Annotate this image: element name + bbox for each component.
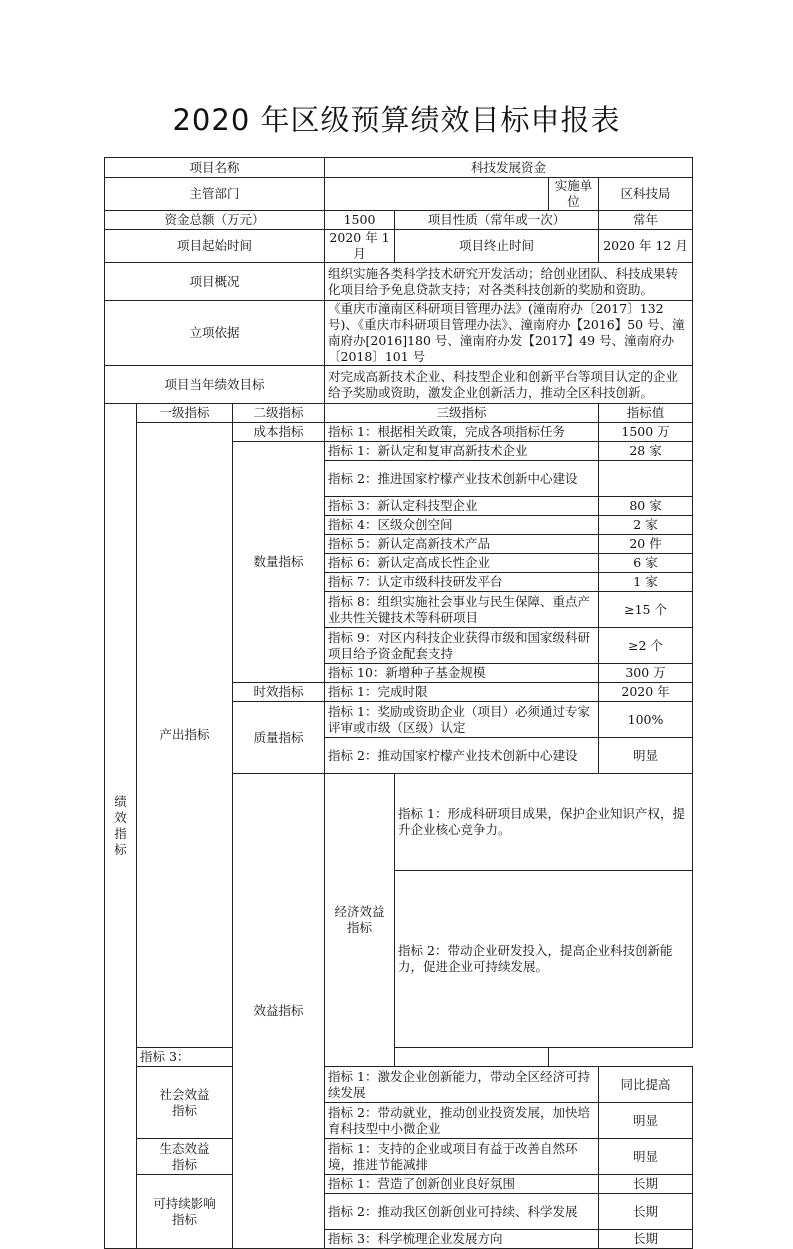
quantity-row-9-text: 指标 9：对区内科技企业获得市级和国家级科研项目给予资金配套支持 [325, 628, 599, 664]
quantity-row-9-value: ≥2 个 [599, 628, 693, 664]
sustain-row-1-text: 指标 1：营造了创新创业良好氛围 [325, 1175, 599, 1194]
quality-row-1-text: 指标 1：奖励或资助企业（项目）必须通过专家评审或市级（区级）认定 [325, 702, 599, 738]
page-title: 2020 年区级预算绩效目标申报表 [172, 103, 621, 137]
economic-indicator-label: 经济效益 指标 [325, 774, 395, 1067]
overview-label: 项目概况 [105, 263, 325, 301]
ecological-indicator-label: 生态效益 指标 [137, 1139, 233, 1175]
social-row-2-value: 明显 [599, 1103, 693, 1139]
start-value: 2020 年 1 月 [325, 230, 395, 263]
start-label: 项目起始时间 [105, 230, 325, 263]
time-indicator-label: 时效指标 [233, 683, 325, 702]
col-value-header: 指标值 [599, 404, 693, 423]
quantity-row-3-text: 指标 3：新认定科技型企业 [325, 497, 599, 516]
output-indicator-label: 产出指标 [137, 423, 233, 1048]
fund-value: 1500 [325, 211, 395, 230]
quantity-row-8-value: ≥15 个 [599, 592, 693, 628]
quantity-indicator-label: 数量指标 [233, 442, 325, 683]
quantity-row-6-value: 6 家 [599, 554, 693, 573]
project-name-label: 项目名称 [105, 158, 325, 178]
economic-row-3-text: 指标 3： [137, 1048, 395, 1067]
quality-row-1-value: 100% [599, 702, 693, 738]
quantity-row-10-text: 指标 10：新增种子基金规模 [325, 664, 599, 683]
fund-label: 资金总额（万元） [105, 211, 325, 230]
quantity-row-7-text: 指标 7：认定市级科技研发平台 [325, 573, 599, 592]
time-row-1-text: 指标 1：完成时限 [325, 683, 599, 702]
ecological-row-1-text: 指标 1：支持的企业或项目有益于改善自然环境，推进节能减排 [325, 1139, 599, 1175]
quantity-row-2-text: 指标 2：推进国家柠檬产业技术创新中心建设 [325, 461, 599, 497]
quantity-row-7-value: 1 家 [599, 573, 693, 592]
cost-row-1-text: 指标 1：根据相关政策，完成各项指标任务 [325, 423, 599, 442]
quantity-row-4-text: 指标 4：区级众创空间 [325, 516, 599, 535]
sustain-row-1-value: 长期 [599, 1175, 693, 1194]
basis-value: 《重庆市潼南区科研项目管理办法》(潼南府办〔2017〕132 号)、《重庆市科研项目管理办法》、潼南府办【2016】50 号、潼南府办[2016]180 号、潼南府办发【2017】49 号、潼南府办〔2018〕101 号 [325, 301, 693, 366]
col-level1-header: 一级指标 [137, 404, 233, 423]
social-indicator-label: 社会效益 指标 [137, 1067, 233, 1139]
quantity-row-4-value: 2 家 [599, 516, 693, 535]
sustain-row-2-text: 指标 2：推动我区创新创业可持续、科学发展 [325, 1194, 599, 1230]
time-row-1-value: 2020 年 [599, 683, 693, 702]
project-name-value: 科技发展资金 [325, 158, 693, 178]
unit-value: 区科技局 [599, 178, 693, 211]
performance-side-label: 绩 效 指 标 [105, 404, 137, 1249]
sustain-row-3-text: 指标 3：科学梳理企业发展方向 [325, 1230, 599, 1249]
quantity-row-2-value [599, 461, 693, 497]
goal-value: 对完成高新技术企业、科技型企业和创新平台等项目认定的企业给予奖励或资助，激发企业创新活力，推动全区科技创新。 [325, 366, 693, 404]
dept-value [325, 178, 549, 211]
quantity-row-1-value: 28 家 [599, 442, 693, 461]
end-label: 项目终止时间 [395, 230, 599, 263]
social-row-1-text: 指标 1：激发企业创新能力，带动全区经济可持续发展 [325, 1067, 599, 1103]
basis-label: 立项依据 [105, 301, 325, 366]
quantity-row-3-value: 80 家 [599, 497, 693, 516]
quantity-row-10-value: 300 万 [599, 664, 693, 683]
quantity-row-8-text: 指标 8：组织实施社会事业与民生保障、重点产业共性关键技术等科研项目 [325, 592, 599, 628]
quantity-row-1-text: 指标 1：新认定和复审高新技术企业 [325, 442, 599, 461]
quantity-row-5-value: 20 件 [599, 535, 693, 554]
quality-row-2-text: 指标 2：推动国家柠檬产业技术创新中心建设 [325, 738, 599, 774]
dept-label: 主管部门 [105, 178, 325, 211]
col-level3-header: 三级指标 [325, 404, 599, 423]
goal-label: 项目当年绩效目标 [105, 366, 325, 404]
sustain-row-3-value: 长期 [599, 1230, 693, 1249]
cost-row-1-value: 1500 万 [599, 423, 693, 442]
quantity-row-6-text: 指标 6：新认定高成长性企业 [325, 554, 599, 573]
cost-indicator-label: 成本指标 [233, 423, 325, 442]
benefit-indicator-label: 效益指标 [233, 774, 325, 1249]
col-level2-header: 二级指标 [233, 404, 325, 423]
social-row-2-text: 指标 2：带动就业，推动创业投资发展，加快培育科技型中小微企业 [325, 1103, 599, 1139]
nature-label: 项目性质（常年或一次） [395, 211, 599, 230]
economic-row-3-value [395, 1048, 549, 1067]
quantity-row-5-text: 指标 5：新认定高新技术产品 [325, 535, 599, 554]
unit-label: 实施单位 [549, 178, 599, 211]
overview-value: 组织实施各类科学技术研究开发活动；给创业团队、科技成果转化项目给予免息贷款支持；对各类科技创新的奖励和资助。 [325, 263, 693, 301]
economic-row-2-text: 指标 2：带动企业研发投入，提高企业科技创新能力，促进企业可持续发展。 [395, 871, 693, 1048]
end-value: 2020 年 12 月 [599, 230, 693, 263]
economic-row-1-text: 指标 1：形成科研项目成果，保护企业知识产权，提升企业核心竞争力。 [395, 774, 693, 871]
social-row-1-value: 同比提高 [599, 1067, 693, 1103]
quality-indicator-label: 质量指标 [233, 702, 325, 774]
performance-table [104, 157, 693, 1249]
sustain-row-2-value: 长期 [599, 1194, 693, 1230]
nature-value: 常年 [599, 211, 693, 230]
quality-row-2-value: 明显 [599, 738, 693, 774]
sustain-indicator-label: 可持续影响 指标 [137, 1175, 233, 1249]
ecological-row-1-value: 明显 [599, 1139, 693, 1175]
